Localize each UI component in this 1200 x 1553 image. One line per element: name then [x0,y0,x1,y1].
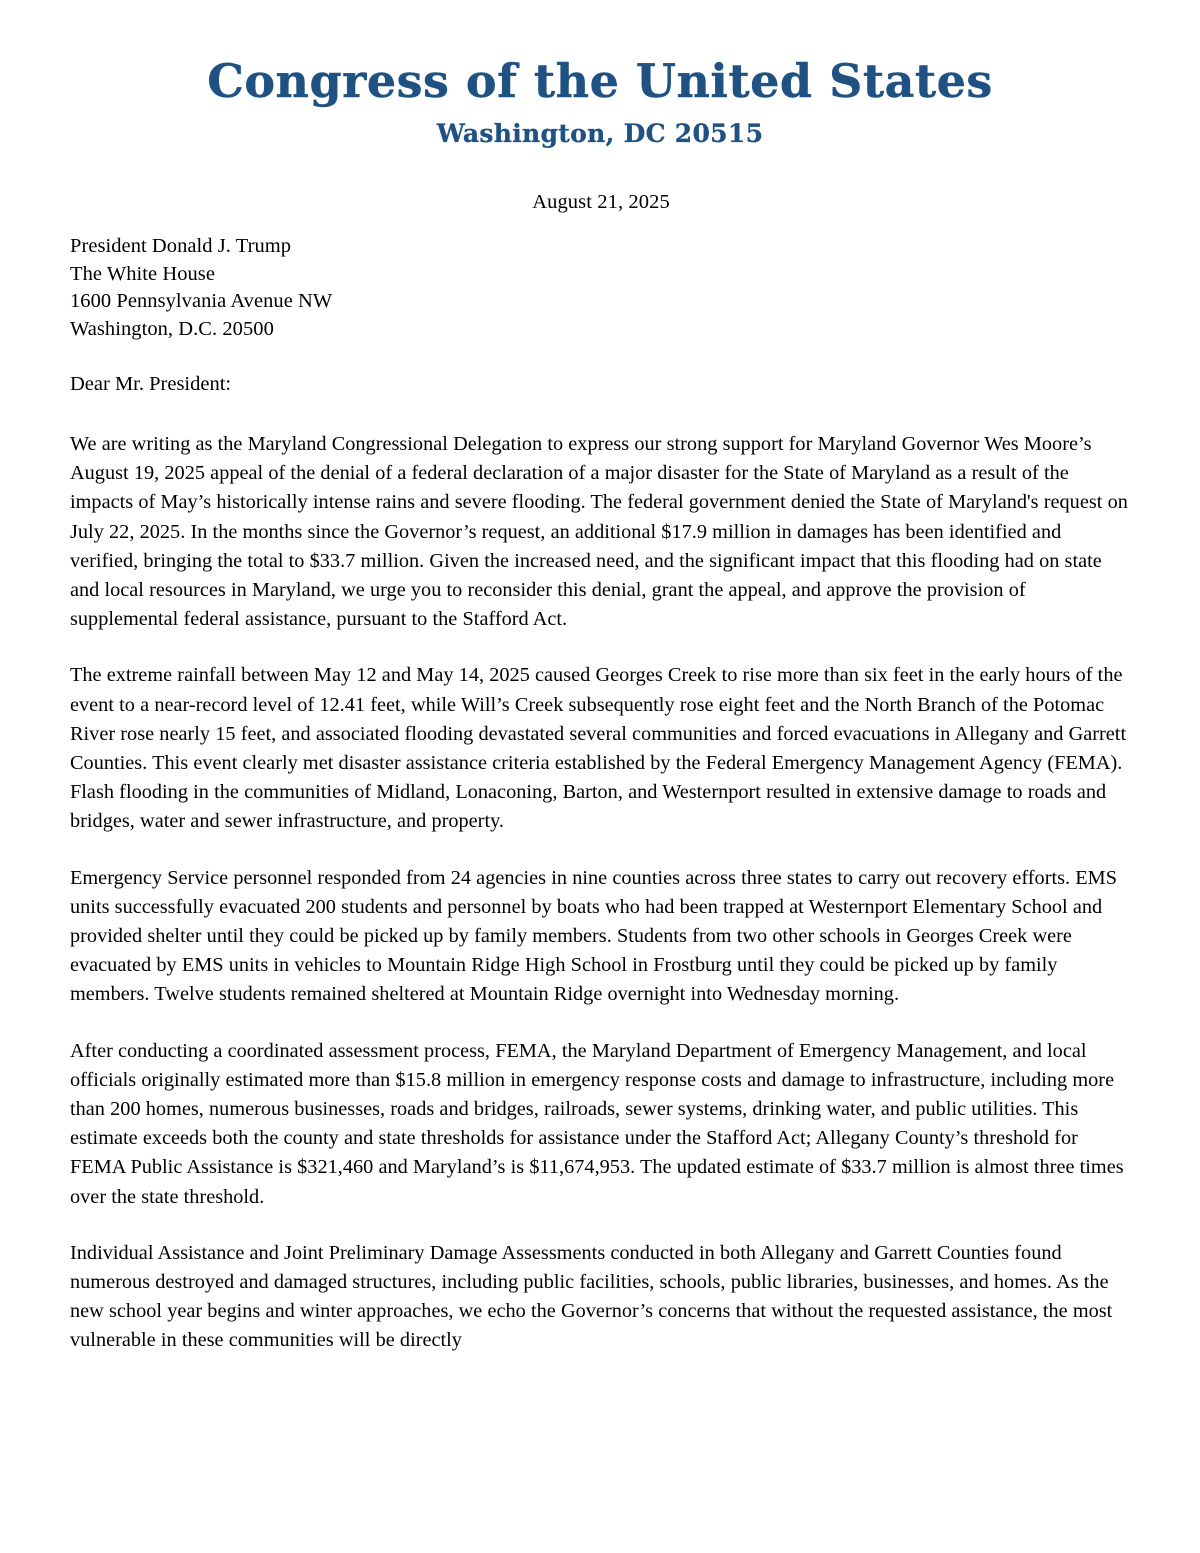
salutation: Dear Mr. President: [70,373,232,395]
letter-date: August 21, 2025 [532,191,670,213]
paragraph-5: Individual Assistance and Joint Preliminary Damage Assessments conducted in both Allegany and Garrett Counties found numerous destroyed and damaged structures, including public facilities, schools, public libraries, businesses, and homes. As the new school year begins and winter approaches, we echo the Governor’s concerns that without the requested assistance, the most vulnerable in these communities will be directly [70,1241,1113,1352]
letterhead [0,0,1200,146]
paragraph-2: The extreme rainfall between May 12 and May 14, 2025 caused Georges Creek to rise more than six feet in the early hours of the event to a near-record level of 12.41 feet, while Will’s Creek subsequently rose eight feet and the North Branch of the Potomac River rose nearly 15 feet, and associated flooding devastated several communities and forced evacuations in Allegany and Garrett Counties. This event clearly met disaster assistance criteria established by the Federal Emergency Management Agency (FEMA). Flash flooding in the communities of Midland, Lonaconing, Barton, and Westernport resulted in extensive damage to roads and bridges, water and sewer infrastructure, and property. [70,664,1127,833]
paragraph-1: We are writing as the Maryland Congressional Delegation to express our strong support for Maryland Governor Wes Moore’s August 19, 2025 appeal of the denial of a federal declaration of a major disaster for the State of Maryland as a result of the impacts of May’s historically intense rains and severe flooding. The federal government denied the State of Maryland's request on July 22, 2025. In the months since the Governor’s request, an additional $17.9 million in damages has been identified and verified, bringing the total to $33.7 million. Given the increased need, and the significant impact that this flooding had on state and local resources in Maryland, we urge you to reconsider this denial, grant the appeal, and approve the provision of supplemental federal assistance, pursuant to the Stafford Act. [70,433,1128,631]
letter-paragraphs [70,430,1132,1356]
letterhead-subtitle: Washington, DC 20515 [436,119,764,148]
paragraph-3: Emergency Service personnel responded from 24 agencies in nine counties across three states to carry out recovery efforts. EMS units successfully evacuated 200 students and personnel by boats who had been trapped at Westernport Elementary School and provided shelter until they could be picked up by family members. Students from two other schools in Georges Creek were evacuated by EMS units in vehicles to Mountain Ridge High School in Frostburg until they could be picked up by family members. Twelve students remained sheltered at Mountain Ridge overnight into Wednesday morning. [70,866,1118,1006]
letterhead-title: Congress of the United States [207,54,993,108]
recipient-street: 1600 Pennsylvania Avenue NW [70,290,333,312]
recipient-name: President Donald J. Trump [70,235,292,257]
recipient-address-block [70,233,332,343]
recipient-city-state-zip: Washington, D.C. 20500 [70,317,274,340]
paragraph-4: After conducting a coordinated assessment process, FEMA, the Maryland Department of Emergency Management, and local officials originally estimated more than $15.8 million in emergency response costs and damage to infrastructure, including more than 200 homes, numerous businesses, roads and bridges, railroads, sewer systems, drinking water, and public utilities. This estimate exceeds both the county and state thresholds for assistance under the Stafford Act; Allegany County’s threshold for FEMA Public Assistance is $321,460 and Maryland’s is $11,674,953. The updated estimate of $33.7 million is almost three times over the state threshold. [70,1039,1124,1208]
recipient-organization: The White House [70,262,215,285]
